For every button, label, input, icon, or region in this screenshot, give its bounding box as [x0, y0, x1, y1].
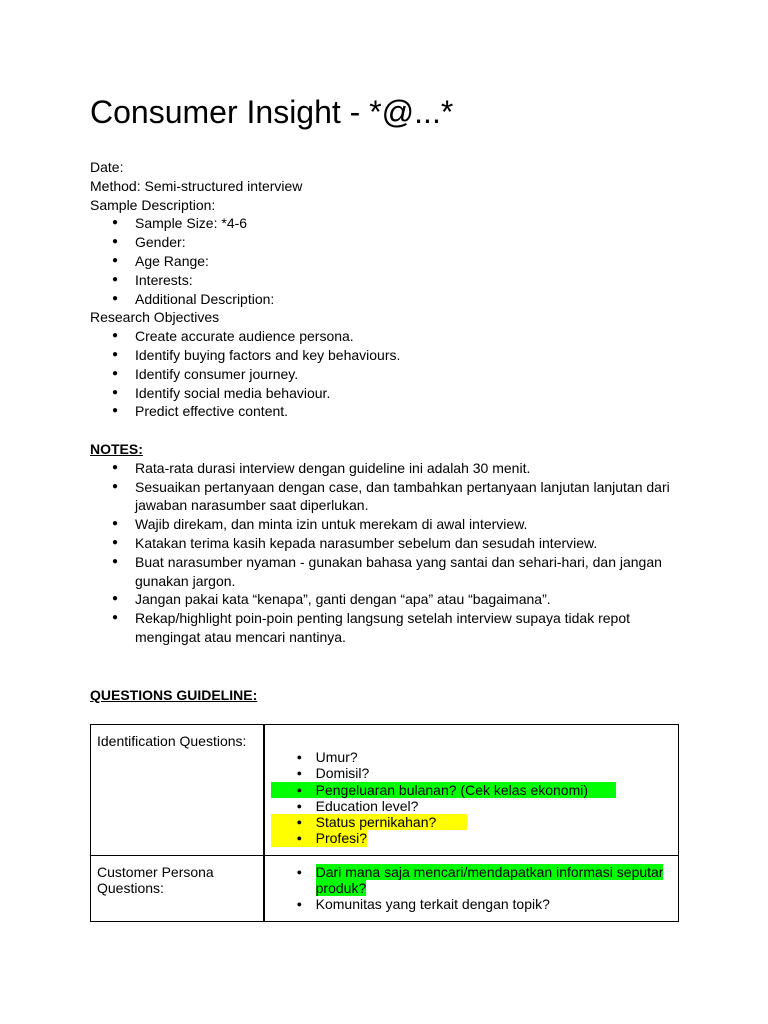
question-item [271, 896, 672, 912]
list-item: ● Interests: [90, 271, 690, 290]
list-item: ● Rekap/highlight poin-poin penting langsung setelah interview supaya tidak repot mengingat atau mencari nantinya. [90, 609, 690, 647]
objectives-list [90, 327, 690, 421]
method-label: Method: Semi-structured interview [90, 177, 303, 194]
question-text: Profesi? [315, 830, 367, 847]
list-item: ● Identify consumer journey. [90, 365, 690, 384]
list-item: ● Predict effective content. [90, 402, 690, 421]
list-item: ● Buat narasumber nyaman - gunakan bahasa yang santai dan sehari-hari, dan jangan gunakan jargon. [90, 553, 690, 591]
question-item [271, 830, 367, 846]
table-row [91, 725, 679, 856]
row-items-cell [264, 725, 679, 856]
row-label: Identification Questions: [91, 725, 264, 856]
question-item [271, 814, 467, 830]
list-item: ● Additional Description: [90, 290, 690, 309]
question-text: Komunitas yang terkait dengan topik? [315, 896, 550, 913]
question-item [271, 765, 672, 781]
list-item: ● Create accurate audience persona. [90, 327, 690, 346]
question-text: Domisil? [315, 765, 370, 782]
notes-section [90, 440, 690, 647]
question-item [271, 749, 672, 765]
document-title: Consumer Insight - *@...* [90, 94, 454, 130]
notes-list [90, 459, 690, 647]
questions-table [90, 724, 679, 922]
list-item: ● Gender: [90, 233, 690, 252]
questions-guideline-heading: QUESTIONS GUIDELINE: [90, 687, 258, 703]
list-item: ● Katakan terima kasih kepada narasumber sebelum dan sesudah interview. [90, 534, 690, 553]
question-text: Dari mana saja mencari/mendapatkan informasi seputar produk? [315, 863, 664, 897]
list-item: ● Sesuaikan pertanyaan dengan case, dan tambahkan pertanyaan lanjutan lanjutan dari jawaban narasumber saat diperlukan. [90, 478, 690, 516]
list-item: ● Rata-rata durasi interview dengan guideline ini adalah 30 menit. [90, 459, 690, 478]
question-item [271, 798, 672, 814]
date-label: Date: [90, 159, 124, 175]
list-item: ● Age Range: [90, 252, 690, 271]
notes-heading: NOTES: [90, 441, 143, 457]
question-item [271, 782, 616, 798]
question-list [271, 864, 672, 913]
list-item: ● Jangan pakai kata “kenapa”, ganti dengan “apa” atau “bagaimana”. [90, 590, 690, 609]
table-row [91, 855, 679, 921]
question-text: Education level? [315, 797, 419, 814]
list-item: ● Identify social media behaviour. [90, 384, 690, 403]
row-label: Customer Persona Questions: [91, 855, 264, 921]
list-item: ● Wajib direkam, dan minta izin untuk merekam di awal interview. [90, 515, 690, 534]
meta-section [90, 158, 690, 421]
list-item: ● Identify buying factors and key behaviours. [90, 346, 690, 365]
question-text: Umur? [315, 749, 358, 765]
sample-list [90, 214, 690, 308]
question-text: Status pernikahan? [315, 814, 437, 831]
research-objectives-label: Research Objectives [90, 309, 220, 326]
question-text: Pengeluaran bulanan? (Cek kelas ekonomi) [315, 781, 589, 798]
list-item: ● Sample Size: *4-6 [90, 214, 690, 233]
question-list [271, 749, 672, 847]
sample-description-label: Sample Description: [90, 196, 216, 213]
question-item [271, 864, 672, 897]
row-items-cell [264, 855, 679, 921]
